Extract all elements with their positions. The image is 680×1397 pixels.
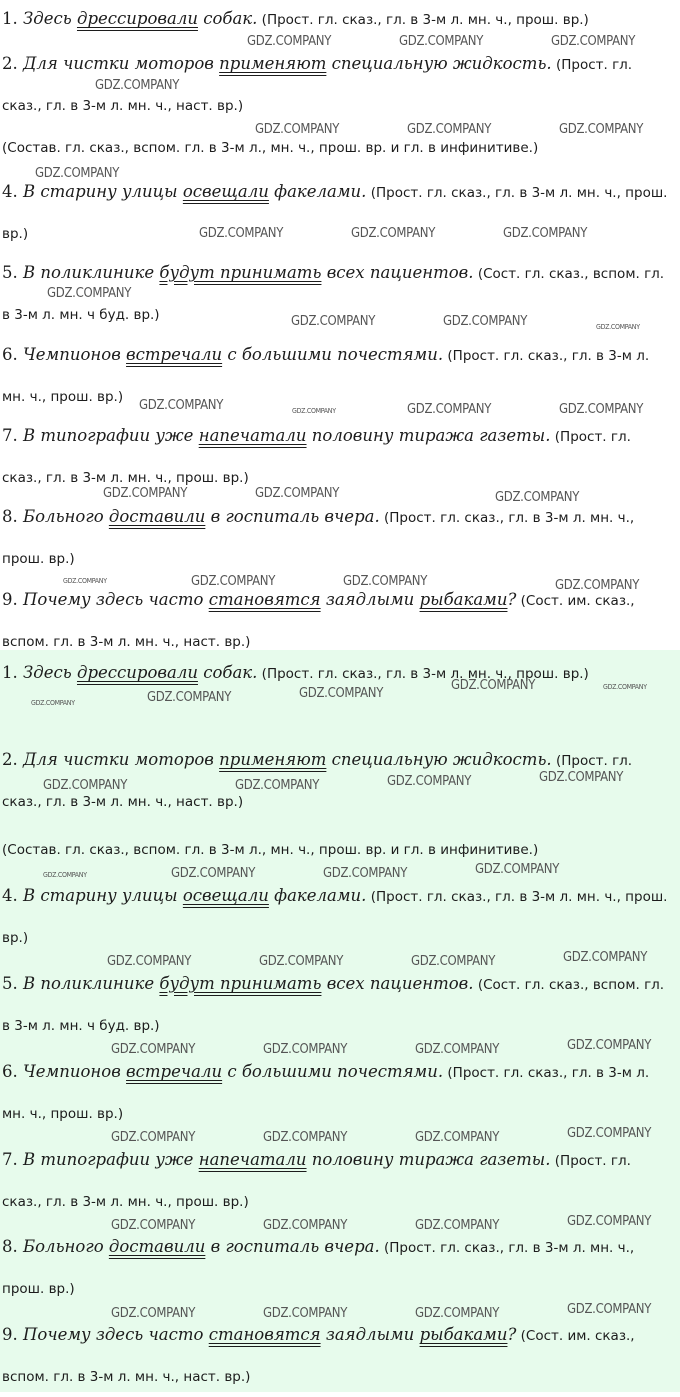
predicate: освещали [182,182,269,201]
watermark: GDZ.COMPANY [399,34,484,49]
watermark: GDZ.COMPANY [555,578,640,593]
watermark: GDZ.COMPANY [451,678,536,693]
watermark: GDZ.COMPANY [407,402,492,417]
watermark: GDZ.COMPANY [263,1130,348,1145]
predicate: дрессировали [76,9,198,28]
sentence-item: 4. В старину улицы освещали факелами. (Прост. гл. сказ., гл. в 3-м л. мн. ч., прош. вр.) [2,182,668,242]
sentence-item: 5. В поликлинике будут принимать всех пациентов. (Сост. гл. сказ., вспом. гл. в 3-м л. мн. ч буд. вр.) [2,974,665,1034]
watermark: GDZ.COMPANY [43,778,128,793]
watermark: GDZ.COMPANY [95,78,180,93]
watermark: GDZ.COMPANY [199,226,284,241]
watermark: GDZ.COMPANY [387,774,472,789]
watermark: GDZ.COMPANY [111,1130,196,1145]
watermark: GDZ.COMPANY [411,954,496,969]
watermark: GDZ.COMPANY [107,954,192,969]
watermark: GDZ.COMPANY [563,950,648,965]
predicate: становятся [208,1325,321,1344]
predicate: применяют [219,54,327,73]
watermark: GDZ.COMPANY [551,34,636,49]
watermark: GDZ.COMPANY [559,402,644,417]
watermark: GDZ.COMPANY [567,1214,652,1229]
watermark: GDZ.COMPANY [323,866,408,881]
watermark: GDZ.COMPANY [407,122,492,137]
sentence-item: 9. Почему здесь часто становятся заядлыми рыбаками? (Сост. им. сказ., вспом. гл. в 3-м л. мн. ч., наст. вр.) [2,590,635,650]
watermark: GDZ.COMPANY [299,686,384,701]
watermark: GDZ.COMPANY [495,490,580,505]
watermark: GDZ.COMPANY [343,574,428,589]
sentence-item: (Состав. гл. сказ., вспом. гл. в 3-м л., мн. ч., прош. вр. и гл. в инфинитиве.) [2,842,539,858]
sentence-item: 7. В типографии уже напечатали половину тиража газеты. (Прост. гл. сказ., гл. в 3-м л. мн. ч., прош. вр.) [2,1150,631,1210]
sentence-item: 8. Больного доставили в госпиталь вчера. (Прост. гл. сказ., гл. в 3-м л. мн. ч., прош. вр.) [2,1237,635,1297]
watermark: GDZ.COMPANY [263,1218,348,1233]
sentence-item: 2. Для чистки моторов применяют специальную жидкость. (Прост. гл. сказ., гл. в 3-м л. мн. ч., наст. вр.) [2,54,633,114]
watermark: GDZ.COMPANY [603,683,647,691]
watermark: GDZ.COMPANY [255,122,340,137]
sentence-item: 8. Больного доставили в госпиталь вчера. (Прост. гл. сказ., гл. в 3-м л. мн. ч., прош. вр.) [2,507,635,567]
watermark: GDZ.COMPANY [47,286,132,301]
watermark: GDZ.COMPANY [415,1218,500,1233]
predicate: будут принимать [159,974,322,993]
watermark: GDZ.COMPANY [567,1126,652,1141]
watermark: GDZ.COMPANY [171,866,256,881]
watermark: GDZ.COMPANY [255,486,340,501]
watermark: GDZ.COMPANY [63,577,107,585]
watermark: GDZ.COMPANY [111,1218,196,1233]
predicate: дрессировали [76,663,198,682]
watermark: GDZ.COMPANY [559,122,644,137]
watermark: GDZ.COMPANY [191,574,276,589]
watermark: GDZ.COMPANY [475,862,560,877]
watermark: GDZ.COMPANY [263,1306,348,1321]
predicate: рыбаками [419,590,508,609]
watermark: GDZ.COMPANY [291,314,376,329]
sentence-item: 9. Почему здесь часто становятся заядлыми рыбаками? (Сост. им. сказ., вспом. гл. в 3-м л. мн. ч., наст. вр.) [2,1325,635,1385]
watermark: GDZ.COMPANY [415,1306,500,1321]
watermark: GDZ.COMPANY [235,778,320,793]
watermark: GDZ.COMPANY [567,1302,652,1317]
predicate: будут принимать [159,263,322,282]
predicate: рыбаками [419,1325,508,1344]
sentence-item: 4. В старину улицы освещали факелами. (Прост. гл. сказ., гл. в 3-м л. мн. ч., прош. вр.) [2,886,668,946]
sentence-item: (Состав. гл. сказ., вспом. гл. в 3-м л., мн. ч., прош. вр. и гл. в инфинитиве.) [2,140,539,156]
watermark: GDZ.COMPANY [147,690,232,705]
watermark: GDZ.COMPANY [247,34,332,49]
watermark: GDZ.COMPANY [31,699,75,707]
watermark: GDZ.COMPANY [259,954,344,969]
predicate: встречали [126,1062,223,1081]
sentence-item: 2. Для чистки моторов применяют специальную жидкость. (Прост. гл. сказ., гл. в 3-м л. мн. ч., наст. вр.) [2,750,633,810]
watermark: GDZ.COMPANY [111,1306,196,1321]
watermark: GDZ.COMPANY [351,226,436,241]
watermark: GDZ.COMPANY [415,1130,500,1145]
predicate: применяют [219,750,327,769]
watermark: GDZ.COMPANY [263,1042,348,1057]
watermark: GDZ.COMPANY [292,407,336,415]
sentence-item: 6. Чемпионов встречали с большими почестями. (Прост. гл. сказ., гл. в 3-м л. мн. ч., прош. вр.) [2,345,650,405]
sentence-item: 1. Здесь дрессировали собак. (Прост. гл. сказ., гл. в 3-м л. мн. ч., прош. вр.) [2,9,589,28]
watermark: GDZ.COMPANY [35,166,120,181]
watermark: GDZ.COMPANY [43,871,87,879]
watermark: GDZ.COMPANY [139,398,224,413]
watermark: GDZ.COMPANY [415,1042,500,1057]
watermark: GDZ.COMPANY [596,323,640,331]
sentence-item: 7. В типографии уже напечатали половину тиража газеты. (Прост. гл. сказ., гл. в 3-м л. мн. ч., прош. вр.) [2,426,631,486]
watermark: GDZ.COMPANY [503,226,588,241]
watermark: GDZ.COMPANY [539,770,624,785]
predicate: встречали [126,345,223,364]
predicate: доставили [108,507,206,526]
answer-section-2 [0,650,680,1392]
predicate: напечатали [198,426,307,445]
watermark: GDZ.COMPANY [111,1042,196,1057]
predicate: становятся [208,590,321,609]
watermark: GDZ.COMPANY [103,486,188,501]
sentence-item: 1. Здесь дрессировали собак. (Прост. гл. сказ., гл. в 3-м л. мн. ч., прош. вр.) [2,663,589,682]
predicate: напечатали [198,1150,307,1169]
watermark: GDZ.COMPANY [567,1038,652,1053]
predicate: освещали [182,886,269,905]
sentence-item: 6. Чемпионов встречали с большими почестями. (Прост. гл. сказ., гл. в 3-м л. мн. ч., прош. вр.) [2,1062,650,1122]
sentence-item: 5. В поликлинике будут принимать всех пациентов. (Сост. гл. сказ., вспом. гл. в 3-м л. мн. ч буд. вр.) [2,263,665,323]
watermark: GDZ.COMPANY [443,314,528,329]
predicate: доставили [108,1237,206,1256]
